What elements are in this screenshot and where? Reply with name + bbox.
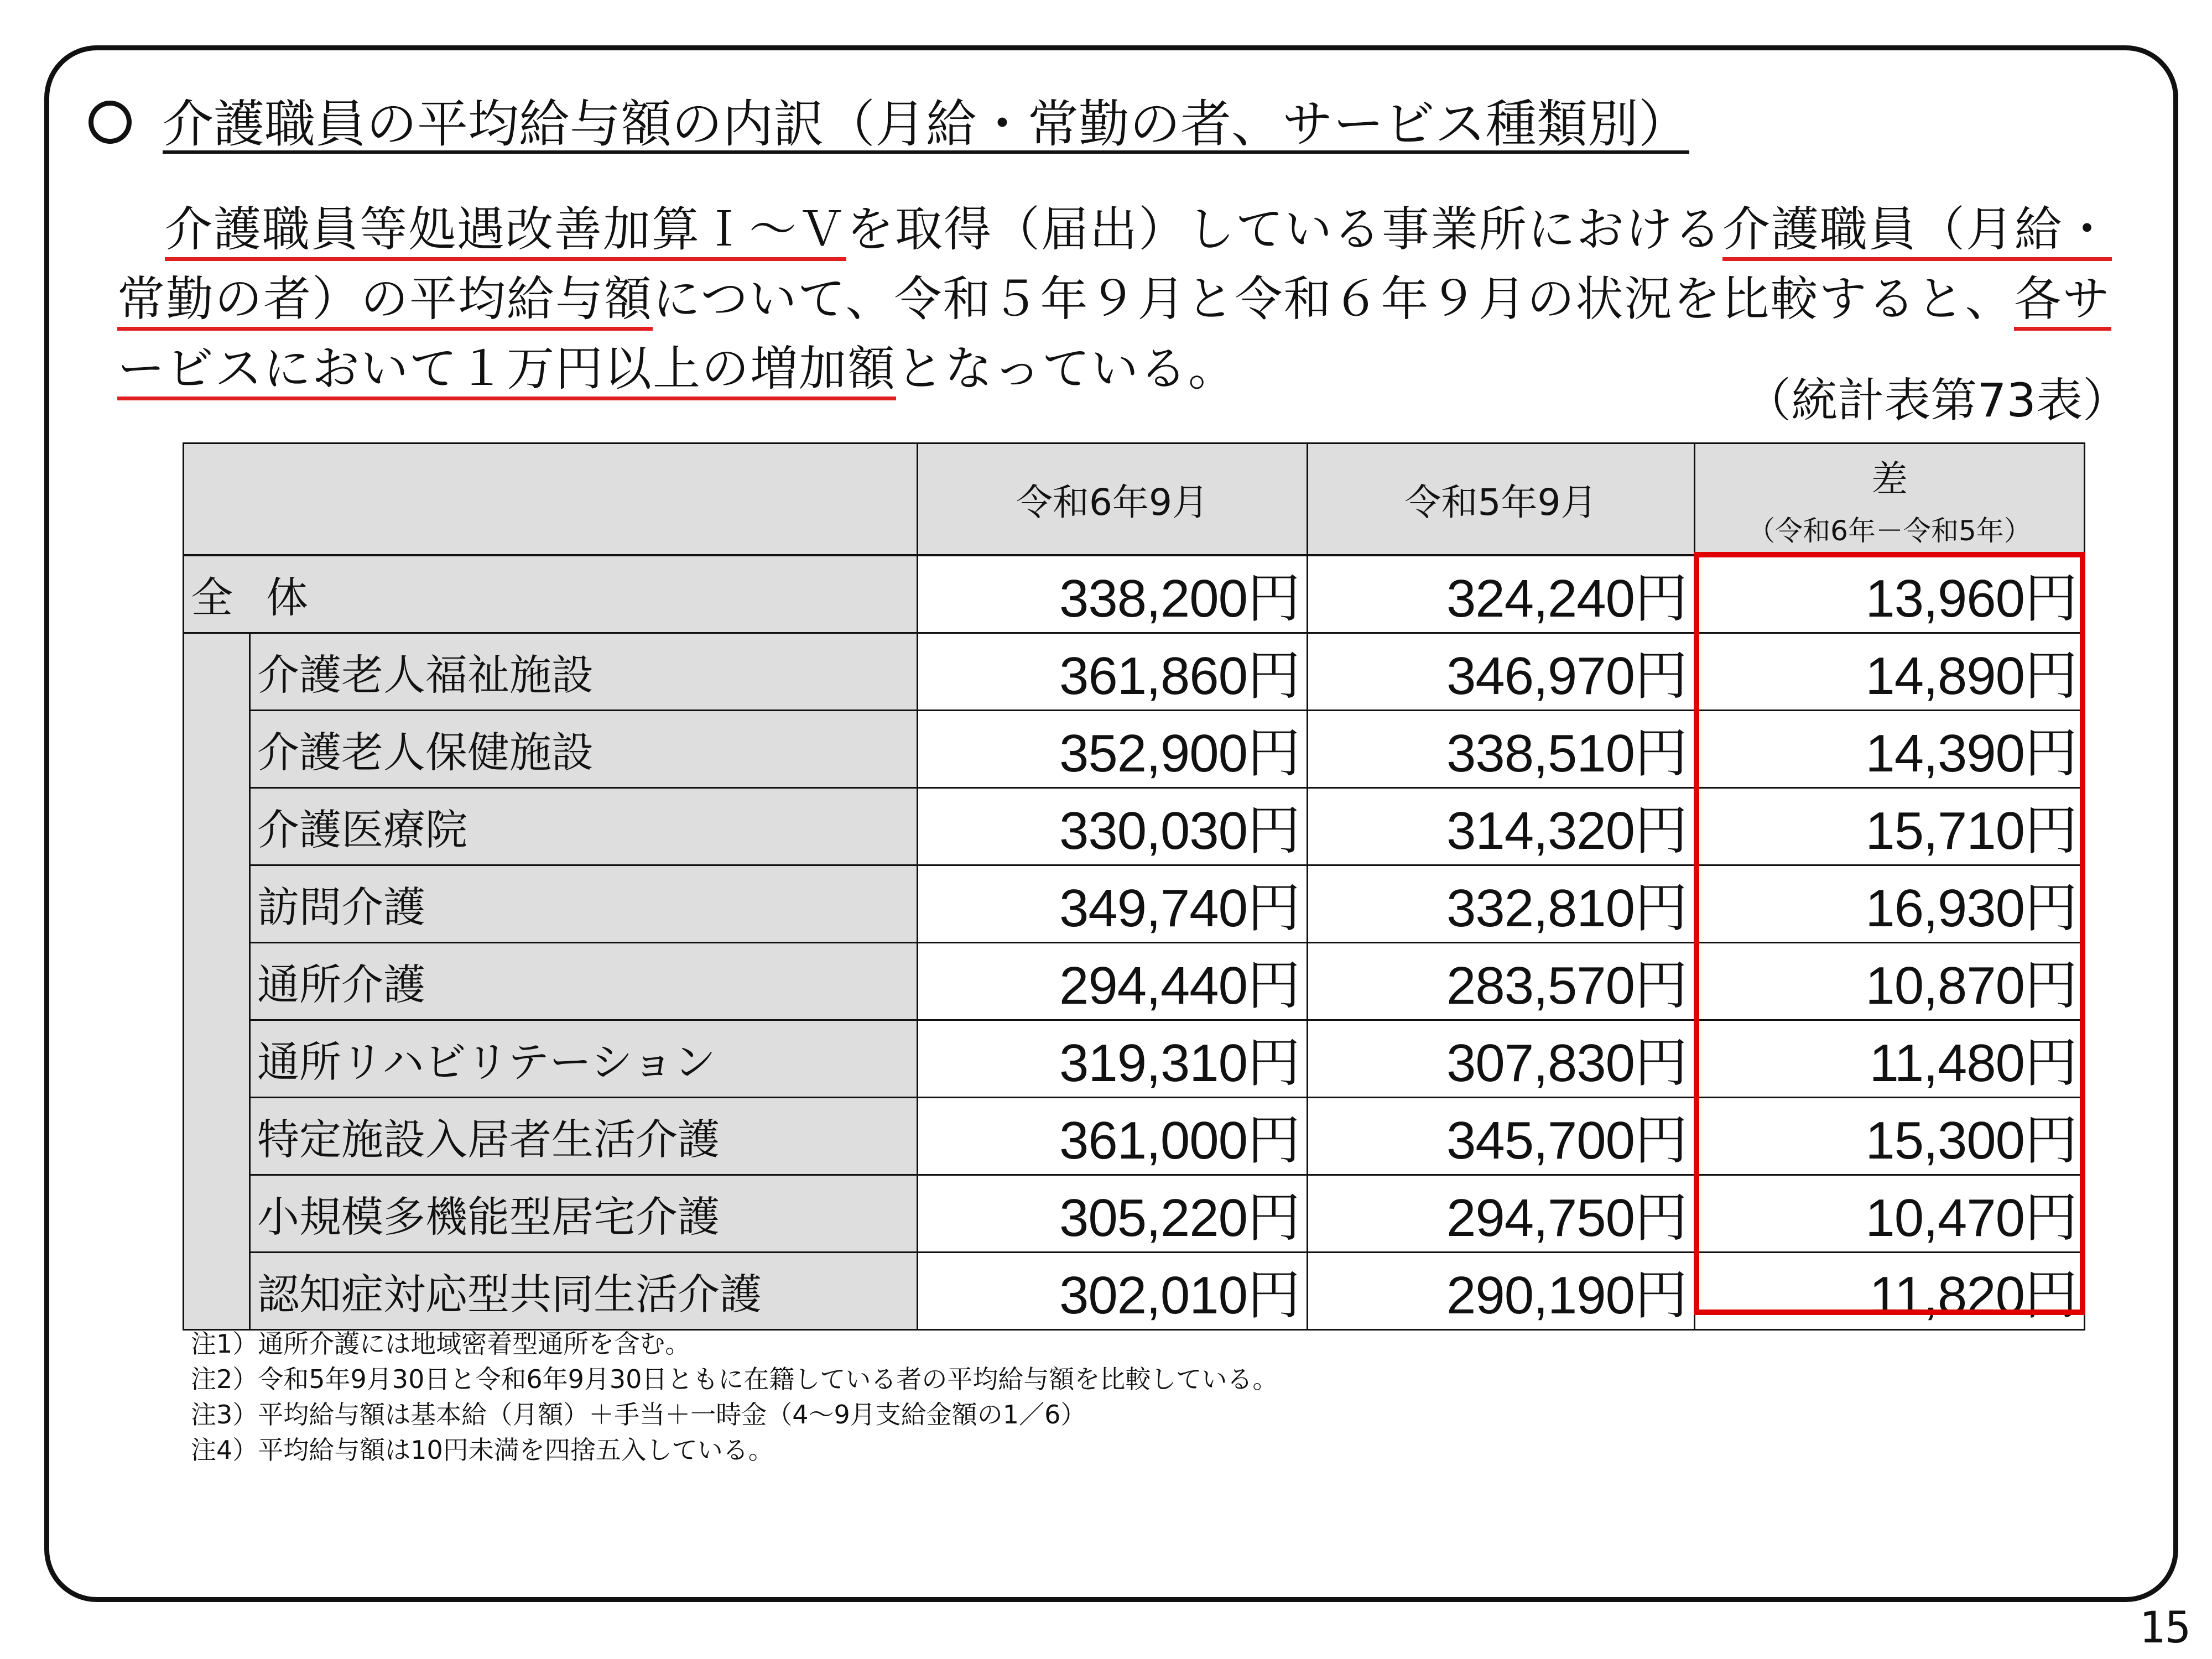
value-r6: 352,900円 (918, 710, 1308, 787)
table-row-overall (184, 555, 2085, 633)
value-diff: 10,470円 (1695, 1175, 2085, 1252)
value-r6: 302,010円 (918, 1252, 1308, 1329)
value-diff: 11,480円 (1695, 1020, 2085, 1097)
table-header-row (184, 444, 2085, 555)
footnote: 注3）平均給与額は基本給（月額）＋手当＋一時金（4～9月支給金額の1／6） (191, 1400, 1086, 1430)
header-r5: 令和5年9月 (1308, 444, 1695, 555)
salary-table (183, 442, 2085, 1331)
row-label: 通所介護 (250, 942, 918, 1020)
header-blank-cell (184, 444, 918, 555)
page-title (89, 95, 1689, 154)
value-diff: 10,870円 (1695, 942, 2085, 1020)
indent-cell (184, 1020, 250, 1097)
row-label: 介護医療院 (250, 787, 918, 865)
indent-cell (184, 1097, 250, 1175)
value-r5: 345,700円 (1308, 1097, 1695, 1175)
value-r5: 338,510円 (1308, 710, 1695, 787)
row-label: 介護老人福祉施設 (250, 633, 918, 710)
value-diff: 14,890円 (1695, 633, 2085, 710)
lead-highlight-3: 介護職員（月給・常勤の者）の平均給与額 (117, 202, 2112, 331)
indent-cell (184, 865, 250, 942)
value-diff: 16,930円 (1695, 865, 2085, 942)
row-label: 特定施設入居者生活介護 (250, 1097, 918, 1175)
row-label-overall: 全体 (184, 555, 918, 633)
value-r5: 332,810円 (1308, 865, 1695, 942)
value-r6: 361,000円 (918, 1097, 1308, 1175)
value-r6: 294,440円 (918, 942, 1308, 1020)
value-r5: 294,750円 (1308, 1175, 1695, 1252)
table-row (184, 633, 2085, 710)
indent-cell (184, 942, 250, 1020)
value-r6-overall: 338,200円 (918, 555, 1308, 633)
lead-text-4: について、令和５年９月と令和６年９月の状況を比較すると、 (653, 272, 2014, 327)
lead-text-2: を取得（届出）している事業所における (846, 202, 1722, 257)
value-r5: 290,190円 (1308, 1252, 1695, 1329)
indent-cell (184, 710, 250, 787)
footnote: 注2）令和5年9月30日と令和6年9月30日ともに在籍している者の平均給与額を比較している。 (191, 1364, 1278, 1394)
value-diff: 15,300円 (1695, 1097, 2085, 1175)
page-number: 15 (2139, 1603, 2191, 1653)
header-r6: 令和6年9月 (918, 444, 1308, 555)
footnote: 注4）平均給与額は10円未満を四捨五入している。 (191, 1435, 774, 1465)
value-diff: 11,820円 (1695, 1252, 2085, 1329)
lead-highlight-5: 各サービスにおいて１万円以上の増加額 (117, 272, 2111, 400)
table-row (184, 1020, 2085, 1097)
table-row (184, 942, 2085, 1020)
row-label: 小規模多機能型居宅介護 (250, 1175, 918, 1252)
row-label: 通所リハビリテーション (250, 1020, 918, 1097)
value-r5: 314,320円 (1308, 787, 1695, 865)
source-reference: （統計表第73表） (1745, 373, 2129, 427)
header-diff (1695, 444, 2085, 555)
table-row (184, 787, 2085, 865)
row-label: 訪問介護 (250, 865, 918, 942)
lead-highlight-1: 介護職員等処遇改善加算Ｉ～Ｖ (165, 202, 846, 261)
page-title-text: 介護職員の平均給与額の内訳（月給・常勤の者、サービス種類別） (163, 95, 1690, 154)
value-r6: 330,030円 (918, 787, 1308, 865)
lead-paragraph (117, 195, 2158, 404)
table-row (184, 1097, 2085, 1175)
value-r6: 305,220円 (918, 1175, 1308, 1252)
row-label: 介護老人保健施設 (250, 710, 918, 787)
row-label: 認知症対応型共同生活介護 (250, 1252, 918, 1329)
table-row (184, 710, 2085, 787)
footnotes (191, 1326, 1278, 1468)
header-diff-sub: （令和6年－令和5年） (1747, 514, 2032, 547)
footnote: 注1）通所介護には地域密着型通所を含む。 (191, 1329, 691, 1359)
header-diff-title: 差 (1871, 457, 1908, 500)
indent-cell (184, 633, 250, 710)
indent-cell (184, 787, 250, 865)
table-row (184, 1175, 2085, 1252)
value-r6: 349,740円 (918, 865, 1308, 942)
table-row (184, 865, 2085, 942)
lead-text-6: となっている。 (896, 341, 1237, 397)
circle-bullet-icon (89, 101, 132, 144)
value-r6: 361,860円 (918, 633, 1308, 710)
table-row (184, 1252, 2085, 1329)
value-r5: 346,970円 (1308, 633, 1695, 710)
value-diff-overall: 13,960円 (1695, 555, 2085, 633)
indent-cell (184, 1175, 250, 1252)
value-r5-overall: 324,240円 (1308, 555, 1695, 633)
value-r6: 319,310円 (918, 1020, 1308, 1097)
value-diff: 14,390円 (1695, 710, 2085, 787)
value-diff: 15,710円 (1695, 787, 2085, 865)
indent-cell (184, 1252, 250, 1329)
value-r5: 283,570円 (1308, 942, 1695, 1020)
value-r5: 307,830円 (1308, 1020, 1695, 1097)
